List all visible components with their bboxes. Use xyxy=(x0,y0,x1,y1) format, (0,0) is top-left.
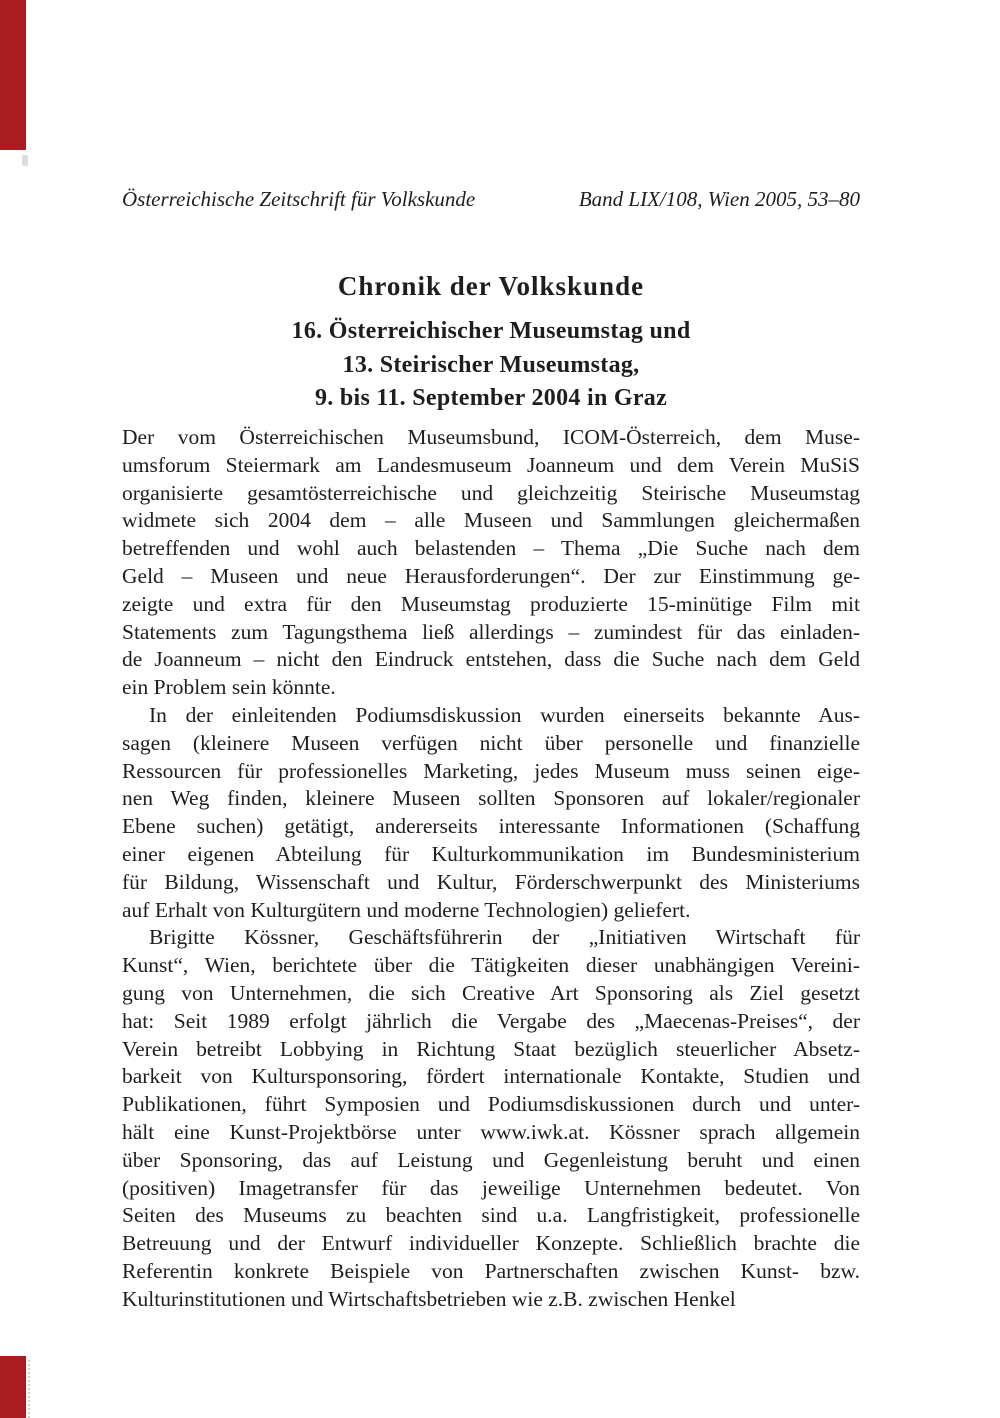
text-line: sagen (kleinere Museen verfügen nicht über personelle und finanzielle xyxy=(122,730,860,755)
text-line: für Bildung, Wissenschaft und Kultur, Förderschwerpunkt des Ministeriums xyxy=(122,869,860,894)
text-line: Brigitte Kössner, Geschäftsführerin der „Initiativen Wirtschaft für xyxy=(149,925,860,950)
text-line: Ebene suchen) getätigt, andererseits interessante Informationen (Schaffung xyxy=(122,814,860,839)
text-line: organisierte gesamtösterreichische und gleichzeitig Steirische Museumstag xyxy=(122,480,860,505)
text-line: Kulturinstitutionen und Wirtschaftsbetrieben wie z.B. zwischen Henkel xyxy=(122,1286,736,1311)
red-edge-strip-bottom xyxy=(0,1356,26,1418)
body-paragraph xyxy=(122,702,860,924)
text-line: einer eigenen Abteilung für Kulturkommunikation im Bundesministerium xyxy=(122,841,860,866)
text-line: Ressourcen für professionelles Marketing, jedes Museum muss seinen eige- xyxy=(122,758,860,783)
text-line: Statements zum Tagungsthema ließ allerdings – zumindest für das einladen- xyxy=(122,619,860,644)
page-title: Chronik der Volkskunde xyxy=(337,271,645,301)
journal-name: Österreichische Zeitschrift für Volkskunde xyxy=(122,187,476,211)
text-line: Betreuung und der Entwurf individueller Konzepte. Schließlich brachte die xyxy=(122,1231,860,1256)
body-paragraph xyxy=(122,924,860,1313)
text-line: (positiven) Imagetransfer für das jeweilige Unternehmen bedeutet. Von xyxy=(122,1175,860,1200)
text-line: über Sponsoring, das auf Leistung und Gegenleistung beruht und einen xyxy=(122,1147,860,1172)
text-line: barkeit von Kultursponsoring, fördert internationale Kontakte, Studien und xyxy=(122,1064,860,1089)
body-text xyxy=(122,424,860,1314)
text-line: Kunst“, Wien, berichtete über die Tätigkeiten dieser unabhängigen Vereini- xyxy=(122,953,860,978)
text-line: In der einleitenden Podiumsdiskussion wurden einerseits bekannte Aus- xyxy=(149,702,860,727)
subtitle-line: 13. Steirischer Museumstag, xyxy=(342,351,640,378)
subtitle-line: 16. Österreichischer Museumstag und xyxy=(291,318,691,344)
perforation-dotted-line xyxy=(28,1360,30,1418)
text-line: betreffenden und wohl auch belastenden – Thema „Die Suche nach dem xyxy=(122,536,860,561)
text-line: ein Problem sein könnte. xyxy=(122,675,336,700)
text-line: Geld – Museen und neue Herausforderungen“. Der zur Einstimmung ge- xyxy=(122,563,860,588)
text-line: hat: Seit 1989 erfolgt jährlich die Vergabe des „Maecenas-Preises“, der xyxy=(122,1008,860,1033)
red-edge-strip-top xyxy=(0,0,26,150)
running-head xyxy=(122,186,860,212)
subtitle-line: 9. bis 11. September 2004 in Graz xyxy=(314,385,668,411)
text-line: hält eine Kunst-Projektbörse unter www.iwk.at. Kössner sprach allgemein xyxy=(122,1119,860,1144)
article-subtitle xyxy=(122,315,860,416)
text-line: Seiten des Museums zu beachten sind u.a. Langfristigkeit, professionelle xyxy=(122,1203,860,1228)
text-line: widmete sich 2004 dem – alle Museen und Sammlungen gleichermaßen xyxy=(122,508,860,533)
text-line: de Joanneum – nicht den Eindruck entstehen, dass die Suche nach dem Geld xyxy=(122,647,860,672)
text-line: Der vom Österreichischen Museumsbund, ICOM-Österreich, dem Muse- xyxy=(122,425,860,449)
text-line: zeigte und extra für den Museumstag produzierte 15-minütige Film mit xyxy=(122,591,860,616)
text-line: auf Erhalt von Kulturgütern und moderne Technologien) geliefert. xyxy=(122,897,691,922)
text-line: gung von Unternehmen, die sich Creative Art Sponsoring als Ziel gesetzt xyxy=(122,980,860,1005)
text-line: Publikationen, führt Symposien und Podiumsdiskussionen durch und unter- xyxy=(122,1092,860,1117)
text-line: umsforum Steiermark am Landesmuseum Joanneum und dem Verein MuSiS xyxy=(122,452,860,477)
issue-info: Band LIX/108, Wien 2005, 53–80 xyxy=(578,187,860,211)
text-line: Referentin konkrete Beispiele von Partnerschaften zwischen Kunst- bzw. xyxy=(122,1258,860,1283)
body-paragraph xyxy=(122,424,860,702)
text-line: nen Weg finden, kleinere Museen sollten Sponsoren auf lokaler/regionaler xyxy=(122,786,860,811)
scan-speck xyxy=(22,155,28,166)
text-line: Verein betreibt Lobbying in Richtung Staat bezüglich steuerlicher Absetz- xyxy=(122,1036,860,1061)
